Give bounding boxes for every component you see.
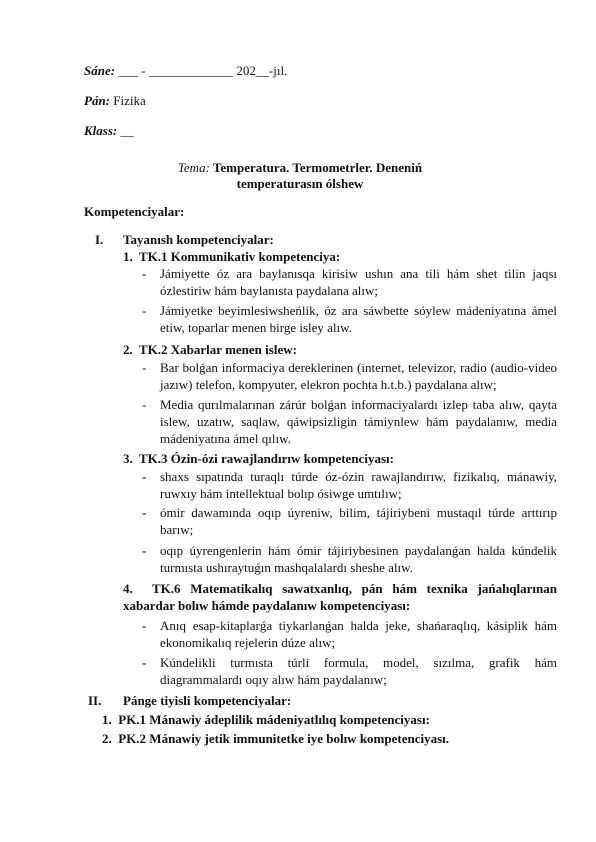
bullet-dash: -: [142, 543, 147, 558]
bullet-text: oqıp úyrengenlerin hám ómir tájiriybesinen paydalanǵan halda kúndelik turmısta ushıraytuǵın mashqalalardı sheshe alıw.: [160, 543, 557, 575]
class-value: __: [120, 123, 134, 138]
item-pk2: [102, 730, 449, 747]
list-item: [142, 396, 557, 447]
item-title: PK.2 Mánawiy jetik immunitetke iye bolıw kompetenciyası.: [118, 731, 450, 746]
bullet-dash: -: [142, 618, 147, 633]
item-number: 2.: [102, 731, 112, 746]
bullet-text: Kúndelikli turmısta túrli formula, model, sızılma, grafik hám diagrammalardı oqıy alıw hám paydalanıw;: [160, 655, 557, 687]
subject-label: Pán:: [84, 93, 110, 108]
subject-field: [84, 92, 146, 109]
item-number: 2.: [123, 342, 133, 357]
bullet-dash: -: [142, 505, 147, 520]
bullet-dash: -: [142, 655, 147, 670]
date-value: ___ - _____________ 202__-jıl.: [118, 63, 288, 78]
list-item: [142, 654, 557, 688]
section-2-title: Pánge tiyisli kompetenciyalar:: [123, 693, 292, 708]
bullet-dash: -: [142, 266, 147, 281]
section-2-numeral: II.: [88, 693, 102, 708]
class-field: [84, 122, 133, 139]
class-label: Klass:: [84, 123, 118, 138]
list-item: [142, 265, 557, 299]
bullet-dash: -: [142, 469, 147, 484]
list-item: [142, 359, 557, 393]
item-tk6: [123, 580, 557, 614]
item-title: TK.1 Kommunikativ kompetenciya:: [139, 249, 341, 264]
section-1-numeral: I.: [95, 232, 104, 247]
section-1-title: Tayanısh kompetenciyalar:: [123, 232, 274, 247]
list-item: [142, 617, 557, 651]
bullet-dash: -: [142, 360, 147, 375]
bullet-dash: -: [142, 303, 147, 318]
list-item: [142, 468, 557, 502]
item-number: 1.: [102, 712, 112, 727]
item-number: 3.: [123, 451, 133, 466]
topic-line-1: Temperatura. Termometrler. Deneniń: [212, 160, 423, 175]
topic-line-2: temperaturasın ólshew: [236, 176, 364, 191]
item-title: TK.3 Ózin-ózi rawajlandırıw kompetenciyası:: [139, 451, 394, 466]
topic-label: Tema:: [177, 160, 210, 175]
bullet-text: Media qurılmalarınan zárúr bolǵan informaciyalardı izlep taba alıw, qayta islew, uzatıw, saqlaw, qáwipsizligin támiynlew hám paydalanıw, media mádeniyatına ámel qılıw.: [160, 397, 557, 446]
item-pk1: [102, 711, 430, 728]
bullet-text: Jámiyette óz ara baylanısqa kirisiw ushın ana tili hám shet tilin jaqsı ózlestiriw hám baylanısta paydalana alıw;: [160, 266, 557, 298]
subject-value: Fizika: [113, 93, 146, 108]
item-title: TK.2 Xabarlar menen islew:: [139, 342, 297, 357]
date-field: [84, 62, 287, 79]
item-title: PK.1 Mánawiy ádeplilik mádeniyatlılıq kompetenciyası:: [118, 712, 430, 727]
list-item: [142, 504, 557, 538]
list-item: [142, 542, 557, 576]
bullet-text: ómir dawamında oqıp úyreniw, bilim, tájiriybeni mustaqıl túrde arttırıp barıw;: [160, 505, 557, 537]
bullet-text: Bar bolǵan informaciya dereklerinen (internet, televizor, radio (audio-video jazıw) telefon, kompyuter, elekron pochta h.t.b.) paydalana alıw;: [160, 360, 557, 392]
item-tk2: [123, 341, 297, 358]
item-number: 1.: [123, 249, 133, 264]
competencies-title: Kompetenciyalar:: [84, 204, 185, 219]
list-item: [142, 302, 557, 336]
topic-heading: [150, 160, 450, 192]
item-title: TK.6 Matematikalıq sawatxanlıq, pán hám texnika jańalıqlarınan xabardar bolıw hámde paydalanıw kompetenciyası:: [123, 581, 557, 613]
item-number: 4.: [123, 581, 133, 596]
bullet-dash: -: [142, 397, 147, 412]
bullet-text: Jámiyetke beyimlesiwsheńlik, óz ara sáwbette sóylew mádeniyatına ámel etiw, toparlar menen birge isley alıw.: [160, 303, 557, 335]
date-label: Sáne:: [84, 63, 116, 78]
item-tk3: [123, 450, 394, 467]
bullet-text: shaxs sıpatında turaqlı túrde óz-ózin rawajlandırıw, fizikalıq, mánawiy, ruwxıy hám intellektual bolıp ósiwge umtılıw;: [160, 469, 557, 501]
item-tk1: [123, 248, 340, 265]
bullet-text: Anıq esap-kitaplarǵa tiykarlanǵan halda jeke, shańaraqlıq, kásiplik hám ekonomikalıq rejelerin dúze alıw;: [160, 618, 557, 650]
